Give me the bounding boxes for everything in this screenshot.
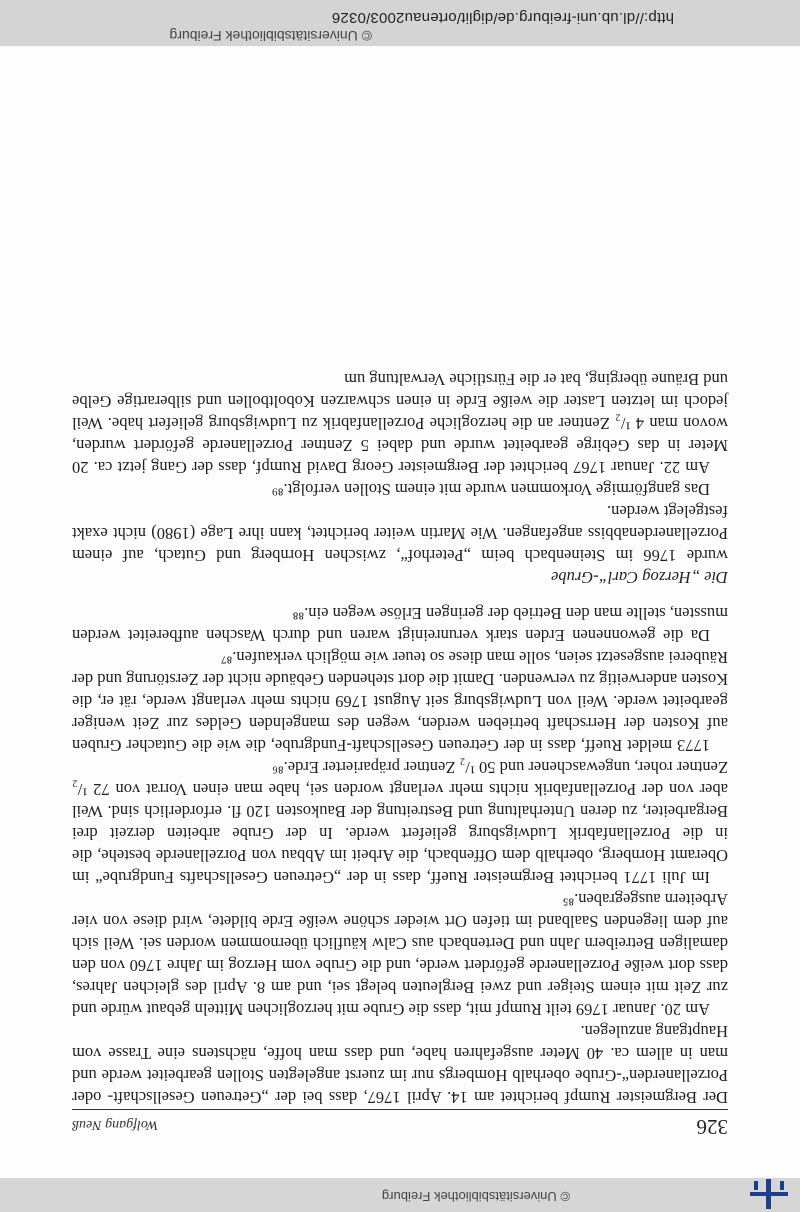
- viewer-footer: [0, 0, 800, 46]
- copyright-notice: © Universitätsbibliothek Freiburg: [169, 28, 372, 44]
- paragraph: Am 22. Januar 1767 berichtet der Bergmeister Georg David Rumpf, dass der Gang jetzt ca. 20 Meter in das Gebirge gearbeitet wurde und dabei 5 Zentner Porzellanerde gefördert wurden, wovon man 4 ¹/₂ Zentner an die herzogliche Porzellanfabrik zu Ludwigsburg geliefert habe. Weil jedoch im letzten Laster die weiße Erde in einen schwarzen Koboltbollen und silberartige Gelbe und Bräune überging, bat er die Fürstliche Verwaltung um: [72, 370, 728, 477]
- library-logo-icon: [750, 1179, 788, 1209]
- source-url[interactable]: http://dl.ub.uni-freiburg.de/diglit/ortenau2003/0326: [331, 9, 674, 26]
- paragraph: Da die gewonnenen Erden stark verunreinigt waren und durch Waschen aufbereitet werden mussten, stellte man den Betrieb der geringen Erlöse wegen ein.⁸⁸: [72, 604, 728, 645]
- paragraph: Das gangförmige Vorkommen wurde mit einem Stollen verfolgt.⁸⁹: [272, 480, 710, 499]
- top-watermark: © Universitätsbibliothek Freiburg: [381, 1189, 570, 1204]
- page-text: [72, 368, 728, 1108]
- page-header: [72, 1109, 728, 1150]
- paragraph: Im Juli 1771 berichtet Bergmeister Rueff, dass in der „Getreuen Gesellschafts Fundgrube“ im Oberamt Hornberg, oberhalb dem Offenbach, die Arbeit im Abbau von Porzellanerde bestehe, die in die Porzellanfabrik Ludwigsburg geliefert werde. In der Grube arbeiten derzeit drei Bergarbeiter, zu deren Unterhaltung und Bestreitung der Baukosten 120 fl. erforderlich sind. Weil aber von der Porzellanfabrik nichts mehr verlangt worden sei, habe man einen Vorrat von 72 ¹/₂ Zentner roher, ungewaschener und 50 ¹/₂ Zentner präparierter Erde.⁸⁶: [72, 758, 728, 887]
- running-header: Wolfgang Neuß: [72, 1117, 159, 1132]
- paragraph: 1773 meldet Rueff, dass in der Getreuen Gesellschaft-Fundgrube, die wie die Gutacher Gruben auf Kosten der Herrschaft betrieben werden, wegen des mangelnden Geldes zur Zeit weniger gearbeitet werde. Weil von Ludwigsburg seit August 1769 nichts mehr verlangt werde, rät er, die Kosten anderweitig zu verwenden. Damit die dort stehenden Gebäude nicht der Zerstörung und der Räuberei ausgesetzt seien, solle man diese so teuer wie möglich verkaufen.⁸⁷: [72, 648, 728, 755]
- page-number: 326: [696, 1115, 728, 1139]
- paragraph: wurde 1766 im Steinenbach beim „Peterhof“, zwischen Hornberg und Gutach, auf einem Porzellanerdenabbiss angefangen. Wie Martin weiter berichtet, kann ihre Lage (1980) nicht exakt festgelegt werden.: [72, 502, 728, 565]
- paragraph: Am 20. Januar 1769 teilt Rumpf mit, dass die Grube mit herzoglichen Mitteln gebaut würde und zur Zeit mit einem Steiger und zwei Bergleuten belegt sei, und am 8. April des gleichen Jahres, dass dort weiße Porzellanerde gefördert werde, und die Grube vom Herzog im Jahre 1760 von den damaligen Betreibern Jahn und Dertenbach aus Calw käuflich übernommen worden sei. Weil sich auf dem liegenden Saalband im tiefen Ort wieder schöne weiße Erde bildete, wird diese von vier Arbeitern ausgegraben.⁸⁵: [72, 890, 728, 1019]
- section-heading: Die „Herzog Carl“-Grube: [551, 568, 728, 587]
- paragraph: Der Bergmeister Rumpf berichtet am 14. April 1767, dass bei der „Getreuen Gesellschaft- oder Porzellanerden“-Grube oberhalb Hombergs nur im zuerst angelegten Stollen gearbeitet werde und man in allem ca. 40 Meter ausgefahren habe, und dass man hoffe, nächstens eine Trasse vom Hauptgang anzulegen.: [72, 1022, 728, 1107]
- viewer-top-bar: [0, 1178, 800, 1212]
